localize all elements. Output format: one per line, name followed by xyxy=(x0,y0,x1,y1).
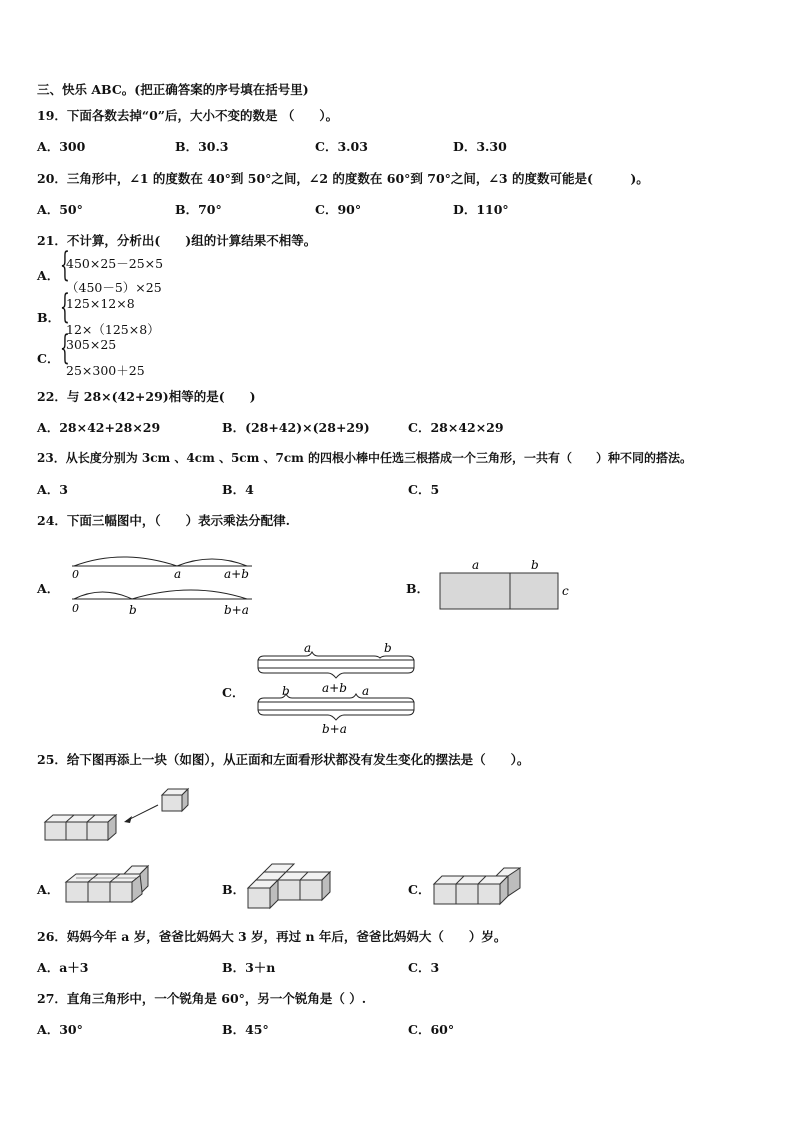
q19-option-a[interactable]: A．300 xyxy=(37,139,86,154)
q23-option-a[interactable]: A．3 xyxy=(37,482,68,497)
q27-option-a[interactable]: A．30° xyxy=(37,1022,83,1037)
q24-figure-c xyxy=(250,640,425,736)
fig-b-label-a: a xyxy=(472,558,480,572)
q26-option-a[interactable]: A．a＋3 xyxy=(37,960,89,975)
question-19-stem: 19．下面各数去掉“0”后，大小不变的数是 （ ）。 xyxy=(37,108,339,123)
q25-option-a[interactable]: A． xyxy=(37,882,60,897)
q21-c-line2: 25×300＋25 xyxy=(66,363,145,378)
q21-option-c[interactable]: C． xyxy=(37,351,60,366)
question-21-stem: 21．不计算，分析出( )组的计算结果不相等。 xyxy=(37,233,317,248)
q20-option-d[interactable]: D．110° xyxy=(453,202,509,217)
fig-b-label-c: c xyxy=(562,584,569,598)
q23-option-c[interactable]: C．5 xyxy=(408,482,440,497)
q22-option-a[interactable]: A．28×42+28×29 xyxy=(37,420,161,435)
q21-a-brace: { xyxy=(60,245,70,285)
q25-figure-b xyxy=(244,858,339,914)
q22-option-b[interactable]: B．(28+42)×(28+29) xyxy=(222,420,370,435)
fig-a-bottom-0: 0 xyxy=(72,602,79,615)
question-25-stem: 25．给下图再添上一块（如图），从正面和左面看形状都没有发生变化的摆法是（ ）。 xyxy=(37,752,530,767)
q21-a-line1: 450×25－25×5 xyxy=(66,256,164,271)
q21-b-line1: 125×12×8 xyxy=(66,296,135,311)
q21-b-brace: { xyxy=(60,287,70,327)
q21-b-line2: 12×（125×8） xyxy=(66,322,160,337)
question-23-stem: 23．从长度分别为 3cm 、4cm 、5cm 、7cm 的四根小棒中任选三根搭成一个三角形，一共有（ ）种不同的搭法。 xyxy=(37,451,693,465)
q23-option-b[interactable]: B．4 xyxy=(222,482,254,497)
q19-option-c[interactable]: C．3.03 xyxy=(315,139,368,154)
q27-option-c[interactable]: C．60° xyxy=(408,1022,455,1037)
q21-c-brace: { xyxy=(60,328,70,368)
fig-c-top-ab: a+b xyxy=(322,681,347,695)
q21-c-line1: 305×25 xyxy=(66,337,117,352)
fig-a-bottom-b: b xyxy=(129,603,137,617)
q25-figure-a xyxy=(62,862,154,910)
q25-figure-c xyxy=(430,862,525,910)
fig-c-bottom-a: a xyxy=(362,684,370,698)
q24-option-b[interactable]: B． xyxy=(406,581,430,596)
fig-c-bottom-ba: b+a xyxy=(322,722,347,736)
q26-option-b[interactable]: B．3＋n xyxy=(222,960,276,975)
q27-option-b[interactable]: B．45° xyxy=(222,1022,269,1037)
question-20-stem: 20．三角形中，∠1 的度数在 40°到 50°之间，∠2 的度数在 60°到 70°之间，∠3 的度数可能是( )。 xyxy=(37,171,649,186)
q19-option-b[interactable]: B．30.3 xyxy=(175,139,229,154)
q24-figure-b xyxy=(430,556,580,616)
q20-option-c[interactable]: C．90° xyxy=(315,202,362,217)
question-26-stem: 26．妈妈今年 a 岁，爸爸比妈妈大 3 岁，再过 n 年后，爸爸比妈妈大（ ）岁。 xyxy=(37,929,507,944)
q24-figure-a xyxy=(62,548,262,620)
section-title: 三、快乐 ABC。(把正确答案的序号填在括号里) xyxy=(37,82,309,97)
q25-option-b[interactable]: B． xyxy=(222,882,246,897)
q20-option-a[interactable]: A．50° xyxy=(37,202,83,217)
q21-a-line2: （450－5）×25 xyxy=(66,280,162,295)
q26-option-c[interactable]: C．3 xyxy=(408,960,440,975)
q20-option-b[interactable]: B．70° xyxy=(175,202,222,217)
fig-a-top-0: 0 xyxy=(72,568,79,581)
q25-option-c[interactable]: C． xyxy=(408,882,431,897)
q21-option-a[interactable]: A． xyxy=(37,268,60,283)
fig-c-top-a: a xyxy=(304,641,312,655)
fig-c-top-b: b xyxy=(384,641,392,655)
fig-c-bottom-b: b xyxy=(282,684,290,698)
q24-option-c[interactable]: C． xyxy=(222,685,245,700)
q21-option-b[interactable]: B． xyxy=(37,310,61,325)
fig-a-bottom-ba: b+a xyxy=(224,603,249,617)
fig-b-label-b: b xyxy=(531,558,539,572)
q25-base-figure xyxy=(40,785,200,845)
question-24-stem: 24．下面三幅图中，（ ）表示乘法分配律. xyxy=(37,513,290,528)
question-22-stem: 22．与 28×(42+29)相等的是( ) xyxy=(37,389,256,404)
fig-a-top-ab: a+b xyxy=(224,567,249,581)
fig-a-top-a: a xyxy=(174,567,182,581)
q22-option-c[interactable]: C．28×42×29 xyxy=(408,420,504,435)
q24-option-a[interactable]: A． xyxy=(37,581,60,596)
q19-option-d[interactable]: D．3.30 xyxy=(453,139,507,154)
question-27-stem: 27．直角三角形中，一个锐角是 60°，另一个锐角是（ ）. xyxy=(37,991,367,1006)
